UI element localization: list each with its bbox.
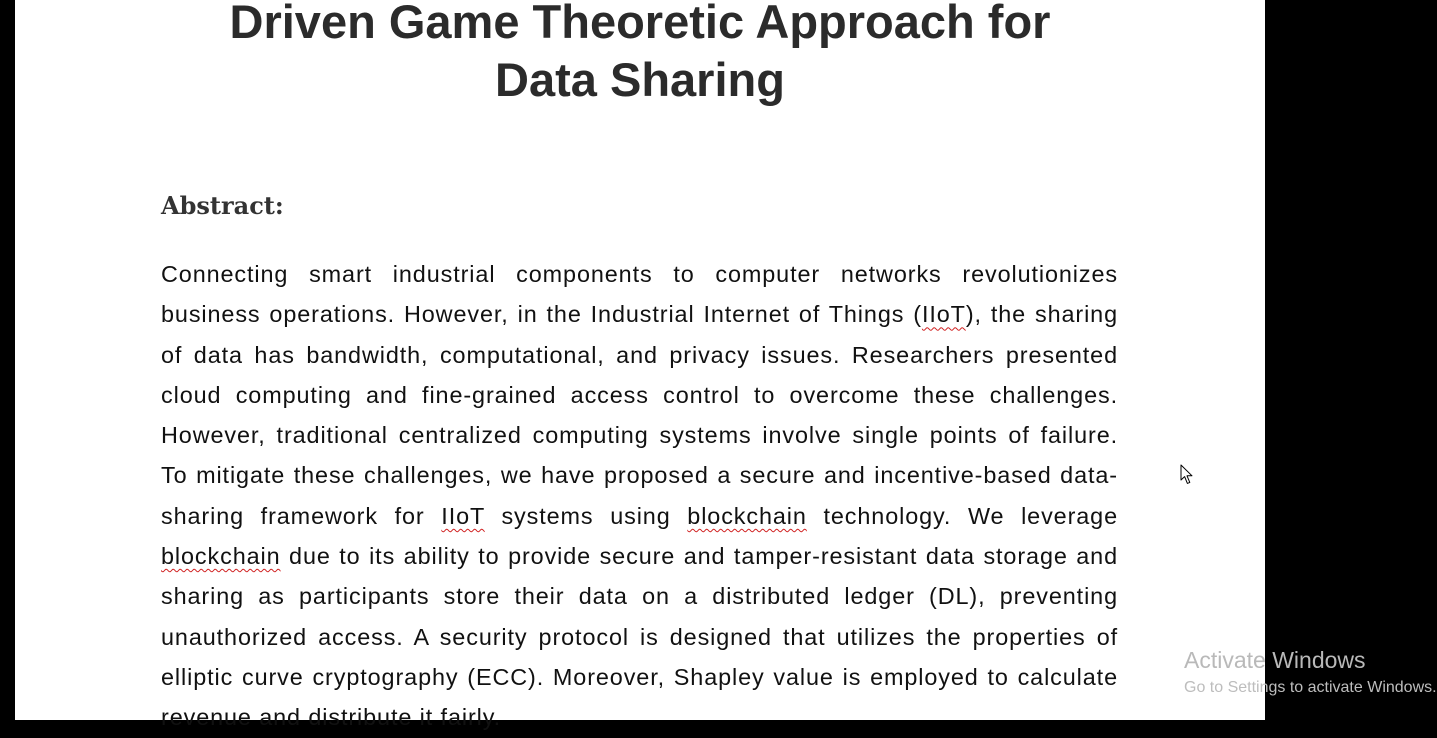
activate-windows-watermark [1184, 649, 1437, 696]
abstract-paragraph[interactable] [161, 254, 1118, 738]
abstract-text: Connecting smart industrial components to computer networks revolutionizes business operations. However, in the Industrial Internet of Things ( [161, 261, 1118, 328]
watermark-subtitle: Go to Settings to activate Windows. [1184, 679, 1437, 696]
abstract-text: systems using [484, 502, 688, 529]
mouse-pointer-icon [1180, 464, 1194, 486]
misspelled-word[interactable]: IIoT [921, 301, 966, 328]
abstract-text: due to its ability to provide secure and tamper-resistant data storage and sharing as participants store their data on a distributed ledger (DL), preventing unauthorized access. A security protocol is designed that utilizes the properties of elliptic curve cryptography (ECC). Moreover, Shapley value is employed to calculate revenue and distribute it fairly. [161, 543, 1118, 731]
title-line-1: Driven Game Theoretic Approach for [229, 0, 1051, 49]
document-page[interactable] [15, 0, 1265, 731]
abstract-text: technology. We leverage [806, 502, 1119, 529]
misspelled-word[interactable]: blockchain [687, 502, 807, 529]
abstract-heading: Abstract: [161, 191, 284, 220]
abstract-text: ), the sharing of data has bandwidth, computational, and privacy issues. Researchers presented cloud computing and fine-grained access control to overcome these challenges. However, traditional centralized computing systems involve single points of failure. To mitigate these challenges, we have proposed a secure and incentive-based data-sharing framework for [161, 301, 1118, 529]
document-title [15, 0, 1265, 109]
misspelled-word[interactable]: blockchain [161, 543, 281, 570]
misspelled-word[interactable]: IIoT [441, 502, 485, 529]
watermark-title: Activate Windows [1184, 647, 1366, 673]
title-line-2: Data Sharing [495, 53, 785, 107]
